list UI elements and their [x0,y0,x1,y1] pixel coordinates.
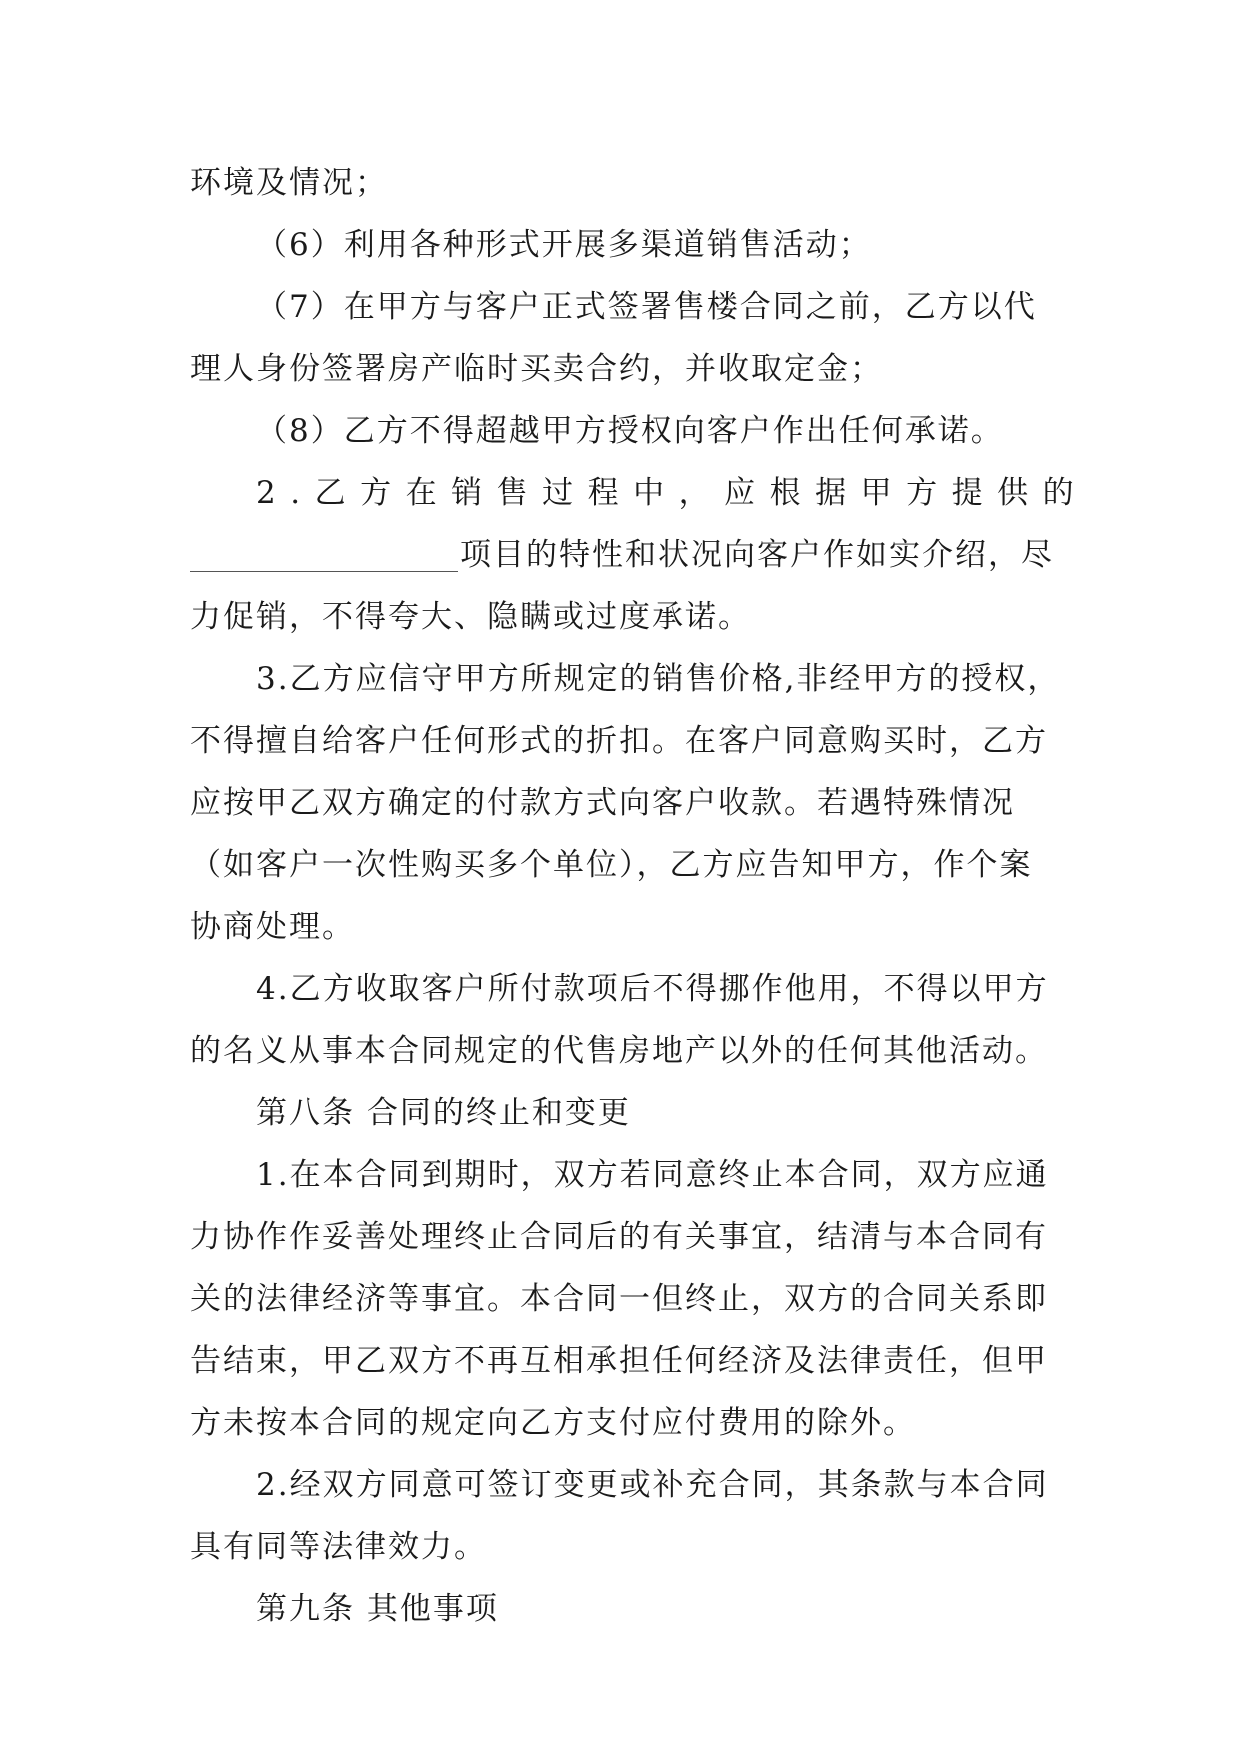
section-heading: 第九条 其他事项 [256,1591,499,1627]
text-line: 不得擅自给客户任何形式的折扣。在客户同意购买时，乙方 [190,723,1048,759]
text-line: （8）乙方不得超越甲方授权向客户作出任何承诺。 [256,413,1004,449]
text-line: 2.经双方同意可签订变更或补充合同，其条款与本合同 [256,1467,1049,1503]
section-heading: 第八条 合同的终止和变更 [256,1095,631,1131]
text-line: 理人身份签署房产临时买卖合约，并收取定金； [190,351,883,387]
text-line: 的名义从事本合同规定的代售房地产以外的任何其他活动。 [190,1033,1048,1069]
text-line: 告结束，甲乙双方不再互相承担任何经济及法律责任，但甲 [190,1343,1048,1379]
text-line: 应按甲乙双方确定的付款方式向客户收款。若遇特殊情况 [190,785,1015,821]
text-line: （如客户一次性购买多个单位），乙方应告知甲方，作个案 [190,847,1033,883]
text-line: 3.乙方应信守甲方所规定的销售价格,非经甲方的授权， [256,661,1061,697]
text-line: 协商处理。 [190,909,355,945]
text-line: 关的法律经济等事宜。本合同一但终止，双方的合同关系即 [190,1281,1048,1317]
text-line: 环境及情况； [190,165,388,201]
text-line: 力协作作妥善处理终止合同后的有关事宜，结清与本合同有 [190,1219,1048,1255]
text-line: 具有同等法律效力。 [190,1529,487,1565]
text-line: 4.乙方收取客户所付款项后不得挪作他用，不得以甲方 [256,971,1049,1007]
text-line: 2.乙方在销售过程中，应根据甲方提供的 [256,475,1089,511]
text-line-with-blank [190,524,1054,586]
text-line: （6）利用各种形式开展多渠道销售活动； [256,227,872,263]
fill-in-blank [190,569,458,572]
text-line: 项目的特性和状况向客户作如实介绍，尽 [460,537,1054,573]
text-line: （7）在甲方与客户正式签署售楼合同之前，乙方以代 [256,289,1037,325]
text-line: 力促销，不得夸大、隐瞒或过度承诺。 [190,599,751,635]
document-body [190,152,1089,1640]
text-line: 1.在本合同到期时，双方若同意终止本合同，双方应通 [256,1157,1049,1193]
text-line: 方未按本合同的规定向乙方支付应付费用的除外。 [190,1405,916,1441]
